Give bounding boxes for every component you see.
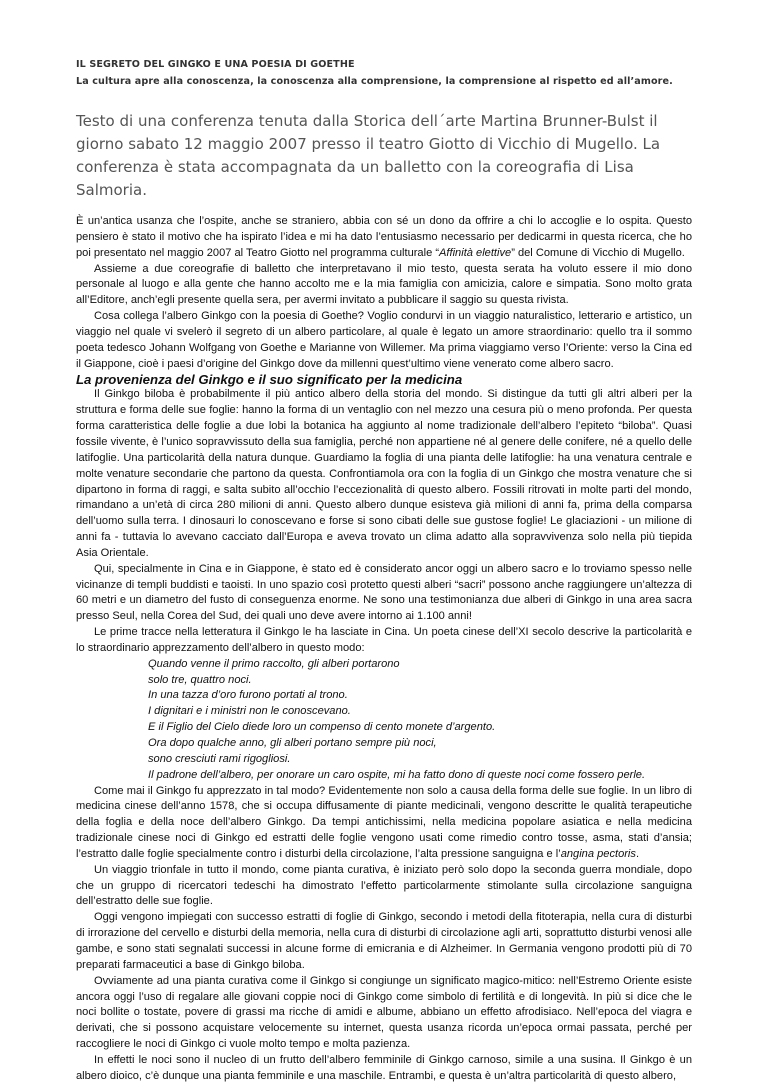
paragraph-text: . xyxy=(635,847,640,860)
poem-line: I dignitari e i ministri non le conoscevano. xyxy=(148,705,351,718)
poem-line: Ora dopo qualche anno, gli alberi portano sempre più noci, xyxy=(148,737,437,749)
paragraph-text: È un’antica usanza che l’ospite, anche se straniero, abbia con sé un dono da offrire a chi lo accoglie e lo ospita. Questo pensiero è stato il motivo che ha ispirato l’idea e mi ha dato l’entusiasmo necessario per dedicarmi in questa ricerca, che ho poi presentato nel maggio 2007 al Teatro Giotto nel programma culturale “ xyxy=(76,215,692,259)
poem-line: Il padrone dell’albero, per onorare un caro ospite, mi ha fatto dono di queste noci come fossero perle. xyxy=(148,768,646,781)
document-title: IL SEGRETO DEL GINGKO E UNA POESIA DI GOETHE xyxy=(76,59,355,70)
poem-line: sono cresciuti rami rigogliosi. xyxy=(148,752,291,765)
paragraph xyxy=(76,214,692,262)
poem-line: In una tazza d’oro furono portati al trono. xyxy=(148,689,348,702)
document-tagline: La cultura apre alla conoscenza, la conoscenza alla comprensione, la comprensione al rispetto ed all’amore. xyxy=(76,76,673,87)
medical-term: angina pectoris xyxy=(560,847,636,860)
paragraph: Cosa collega l’albero Ginkgo con la poesia di Goethe? Voglio condurvi in un viaggio naturalistico, letterario e artistico, un viaggio nel quale vi svelerò il segreto di un albero particolare, al quale è legato un amore straordinario: quello tra il sommo poeta tedesco Johann Wolfgang von Goethe e Marianne von Willemer. Ma prima viaggiamo verso l’Oriente: verso la Cina ed il Giappone, cioè i paesi d’origine del Ginkgo dove da millenni quest’ultimo viene venerato come albero sacro. xyxy=(76,310,692,370)
paragraph: Assieme a due coreografie di balletto che interpretavano il mio testo, questa serata ha voluto essere il mio dono personale al luogo e alla gente che hanno accolto me e la mia famiglia con amicizia, calore e simpatia. Sono molto grata all’Editore, anch’egli presente quella sera, per avermi invitato a pubblicare il saggio su questa rivista. xyxy=(76,262,692,307)
program-title: Affinità elettive xyxy=(439,246,512,259)
poem xyxy=(148,657,692,784)
paragraph-text: Come mai il Ginkgo fu apprezzato in tal modo? Evidentemente non solo a causa della forma delle sue foglie. In un libro di medicina cinese dell’anno 1578, che si occupa diffusamente di piante medicinali, vengono descritte le qualità terapeutiche della foglia e della noce dell’albero Ginkgo. Da tempi antichissimi, nella medicina popolare asiatica e nella medicina tradizionale cinese noci di Ginkgo ed estratti delle foglie vengono usati come rimedio contro tosse, asma, stati d’ansia; l’estratto dalle foglie specialmente contro i disturbi della circolazione, l’alta pressione sanguigna e l’ xyxy=(76,784,692,860)
poem-line: E il Figlio del Cielo diede loro un compenso di cento monete d’argento. xyxy=(148,721,496,734)
section-heading: La provenienza del Ginkgo e il suo significato per la medicina xyxy=(76,372,463,388)
article-body xyxy=(76,214,692,1085)
paragraph: Qui, specialmente in Cina e in Giappone, è stato ed è considerato ancor oggi un albero sacro e lo troviamo spesso nelle vicinanze di templi buddisti e taoisti. In uno spazio così protetto questi alberi “sacri” possono anche raggiungere un’altezza di 60 metri e un diametro del fusto di conseguenza enorme. Ne sono una testimonianza due alberi di Ginkgo in una area sacra presso Seul, nella Corea del Sud, dei quali uno deve avere intorno ai 1.100 anni! xyxy=(76,562,692,623)
paragraph: Le prime tracce nella letteratura il Ginkgo le ha lasciate in Cina. Un poeta cinese dell’XI secolo descrive la particolarità e lo straordinario apprezzamento dell’albero in questo modo: xyxy=(76,626,692,654)
paragraph: Oggi vengono impiegati con successo estratti di foglie di Ginkgo, secondo i metodi della fitoterapia, nella cura di disturbi di irrorazione del cervello e disturbi della memoria, nella cura di disturbi di circolazione agli arti, soprattutto disturbi venosi alle gambe, e sono stati segnalati successi in alcune forme di emicrania e di Alzheimer. In Germania vengono prodotti più di 70 preparati farmaceutici a base di Ginkgo biloba. xyxy=(76,911,692,971)
paragraph: Il Ginkgo biloba è probabilmente il più antico albero della storia del mondo. Si distingue da tutti gli altri alberi per la struttura e forma delle sue foglie: hanno la forma di un ventaglio con nel mezzo una cesura più o meno profonda. Per questa forma caratteristica delle foglie a due lobi la botanica ha aggiunto al nome tradizionale dell’albero l’epiteto “biloba”. Quasi fossile vivente, è l’unico sopravvissuto della sua famiglia, perché non appartiene né al genere delle conifere, né a quello delle latifoglie. Una particolarità della natura dunque. Guardiamo la foglia di una pianta delle latifoglie: ha una venatura centrale e molte venature secondarie che partono da questa. Confrontiamola ora con la foglia di un Ginkgo che mostra venature che si dipartono in forma di raggi, e salta subito all’occhio l’eccezionalità di questo albero. Fossili ritrovati in molte parti del mondo, rimandano a un’età di circa 280 milioni di anni. Questo albero dunque esisteva già milioni di anni fa, prima della comparsa dell’uomo sulla terra. I dinosauri lo conoscevano e forse si sono cibati delle sue gustose foglie! Le glaciazioni - un milione di anni fa - tuttavia lo avevano cacciato dall’Europa e aveva trovato un clima adatto alla sopravvivenza solo nella più tiepida Asia Orientale. xyxy=(76,388,692,559)
conference-intro: Testo di una conferenza tenuta dalla Storica dell´arte Martina Brunner-Bulst il giorno sabato 12 maggio 2007 presso il teatro Giotto di Vicchio di Mugello. La conferenza è stata accompagnata da un balletto con la coreografia di Lisa Salmoria. xyxy=(76,112,661,199)
paragraph: Un viaggio trionfale in tutto il mondo, come pianta curativa, è iniziato però solo dopo la seconda guerra mondiale, dopo che un gruppo di ricercatori tedeschi ha dimostrato l’effetto particolarmente stimolante sulla circolazione sanguigna dell’estratto delle sue foglie. xyxy=(76,863,692,908)
paragraph xyxy=(76,784,692,863)
paragraph: Ovviamente ad una pianta curativa come il Ginkgo si congiunge un significato magico-mitico: nell’Estremo Oriente esiste ancora oggi l’uso di regalare alle giovani coppie noci di Ginkgo come simbolo di fertilità e di longevità. In più si dice che le noci bollite o tostate, povere di grassi ma ricche di amidi e albume, abbiano un effetto afrodisiaco. Nell’epoca del viagra e derivati, che si possono acquistare velocemente su internet, questa usanza ricorda un’epoca ormai passata, perché per raccogliere le noci di Ginkgo ci vuole molto tempo e molta pazienza. xyxy=(76,974,692,1051)
paragraph: In effetti le noci sono il nucleo di un frutto dell’albero femminile di Ginkgo carnoso, simile a una susina. Il Ginkgo è un albero dioico, c’è dunque una pianta femminile e una maschile. Entrambi, e questa è un’altra particolarità di questo albero, xyxy=(76,1053,692,1082)
paragraph-text: ” del Comune di Vicchio di Mugello. xyxy=(511,246,685,259)
poem-line: Quando venne il primo raccolto, gli alberi portarono xyxy=(148,657,400,670)
poem-line: solo tre, quattro noci. xyxy=(148,673,252,686)
